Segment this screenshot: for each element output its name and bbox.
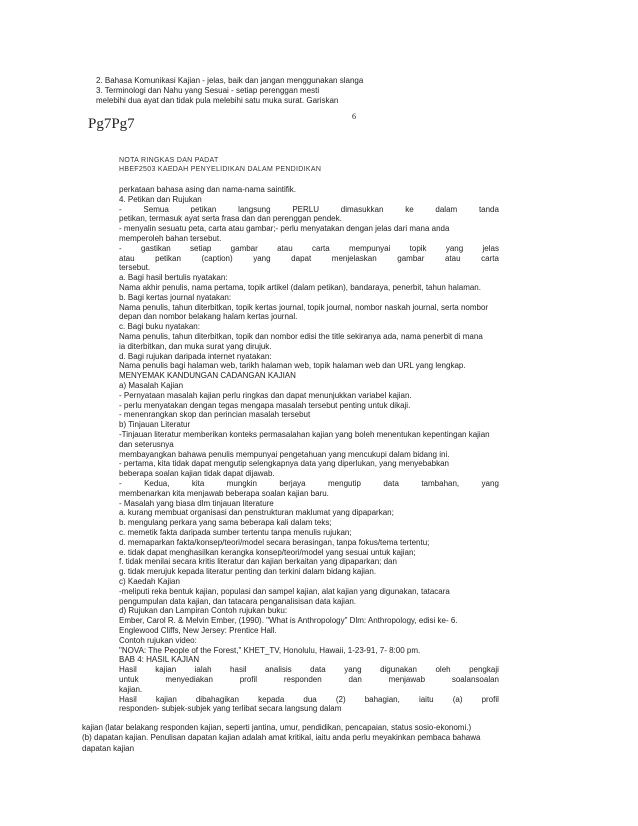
text-line: melebihi dua ayat dan tidak pula melebihi satu muka surat. Gariskan <box>96 96 339 105</box>
word: yang <box>481 479 499 488</box>
word: jelas <box>482 243 499 253</box>
word: bahagian, <box>364 694 400 704</box>
word: PERLU <box>292 204 319 214</box>
word: - <box>119 479 122 488</box>
text-line: c) Kaedah Kajian <box>119 577 180 586</box>
word: atau <box>444 253 461 263</box>
page-label: Pg7Pg7 <box>88 116 135 132</box>
word: (caption) <box>201 253 233 263</box>
text-line <box>119 224 499 233</box>
word: - <box>119 204 122 214</box>
word: iaitu <box>418 694 434 704</box>
text-line: beberapa soalan kajian tidak dapat dijawab. <box>119 469 275 479</box>
word: soalansoalan <box>451 675 499 684</box>
word: tanda <box>478 204 499 214</box>
word: kajian <box>155 665 177 675</box>
word: profil <box>239 675 258 684</box>
word: gambar <box>397 253 425 263</box>
word: (a) <box>452 694 463 704</box>
word: Semua <box>143 204 169 214</box>
text-line: e. tidak dapat menghasilkan kerangka konsep/teori/model yang sesuai untuk kajian; <box>119 547 416 557</box>
text-line: Contoh rujukan video: <box>119 635 197 645</box>
text-line <box>119 205 499 214</box>
word: Hasil <box>119 665 137 675</box>
text-line <box>82 733 552 742</box>
text-line: - menenrangkan skop dan perincian masalah tersebut <box>119 410 311 420</box>
text-line: 3. Terminologi dan Nahu yang Sesuai - setiap perenggan mesti <box>96 86 320 95</box>
text-line: d. memaparkan fakta/konsep/teori/model secara berasingan, tanpa fokus/tema tertentu; <box>119 537 430 547</box>
word: ialah <box>194 665 212 675</box>
text-line: Nama penulis, tahun diterbitkan, topik kertas journal, topik journal, nombor naskah journal, serta nombor <box>119 302 489 312</box>
word: oleh <box>435 665 451 675</box>
word: hasil <box>230 665 247 675</box>
text-line: responden- subjek-subjek yang terlibat secara langsung dalam <box>119 704 342 714</box>
word: gastikan <box>140 243 171 253</box>
text-line: Ember, Carol R. & Melvin Ember, (1990). "What is Anthropology" Dlm: Anthropology, edisi ke- 6. <box>119 616 458 626</box>
word: kepada <box>258 694 285 704</box>
text-line: kajian (latar belakang responden kajian, seperti jantina, umur, pendidikan, pencapaian, status sosio-ekonomi.) <box>82 723 472 732</box>
text-line: c. memetik fakta daripada sumber tertentu tanpa menulis rujukan; <box>119 528 352 537</box>
word: kita <box>191 479 205 488</box>
text-line: petikan, termasuk ayat serta frasa dan dan perenggan pendek. <box>119 214 342 224</box>
word: langsung <box>238 204 271 214</box>
word: mungkin <box>226 479 257 488</box>
text-line: -meliputi reka bentuk kajian, populasi dan sampel kajian, alat kajian yang digunakan, tatacara <box>119 586 450 596</box>
text-line: b. mengulang perkara yang sama beberapa kali dalam teks; <box>119 518 332 528</box>
word: kajian <box>155 694 177 704</box>
word: ke <box>405 204 414 214</box>
text-line: MENYEMAK KANDUNGAN CADANGAN KAJIAN <box>119 371 296 381</box>
text-line: - Masalah yang biasa dlm tinjauan literature <box>119 498 274 508</box>
text-line: BAB 4: HASIL KAJIAN <box>119 655 200 665</box>
word: atau <box>119 253 135 263</box>
text-line <box>119 244 499 253</box>
text-line: b. Bagi kertas journal nyatakan: <box>119 292 232 302</box>
word: Kedua, <box>144 479 170 488</box>
word: (2) <box>335 694 346 704</box>
word: menyediakan <box>165 675 213 684</box>
text-line: Nama penulis bagi halaman web, tarikh halaman web, topik halaman web dan URL yang lengkap. <box>119 361 466 371</box>
word: menjawab <box>388 675 426 684</box>
page-number: 6 <box>352 112 356 121</box>
word: data <box>383 479 399 488</box>
word: dua <box>303 694 317 704</box>
text-line: -Tinjauan literatur memberikan konteks permasalahan kajian yang boleh menentukan kepentingan kajian <box>119 430 490 439</box>
text-line: tersebut. <box>119 263 151 273</box>
text-line: ia diterbitkan, dan muka surat yang dirujuk. <box>119 341 272 351</box>
word: pengkaji <box>469 665 499 675</box>
word: petikan <box>190 204 217 214</box>
text-line: 4. Petikan dan Rujukan <box>119 194 202 204</box>
word: yang <box>253 253 271 263</box>
text-line: memperoleh bahan tersebut. <box>119 234 222 243</box>
word: atau <box>277 243 293 253</box>
text-line: Nama akhir penulis, nama pertama, topik artikel (dalam petikan), bandaraya, penerbit, tahun halaman. <box>119 283 481 292</box>
text-line: d) Rujukan dan Lampiran Contoh rujukan buku: <box>119 606 288 616</box>
text-line <box>119 665 499 674</box>
word: mempunyai <box>349 243 391 253</box>
text-line <box>119 479 499 488</box>
word: analisis <box>264 665 292 675</box>
word: menjelaskan <box>331 253 377 263</box>
word: yang <box>445 243 464 253</box>
word: responden <box>283 675 322 684</box>
text-line: - Pernyataan masalah kajian perlu ringkas dan dapat menunjukkan variabel kajian. <box>119 390 412 400</box>
text-line: c. Bagi buku nyatakan: <box>119 322 200 332</box>
text-line: Nama penulis, tahun diterbitkan, topik dan nombor edisi the title sekiranya ada, nama penerbit di mana <box>119 332 483 341</box>
word: - <box>119 243 122 253</box>
word: petikan <box>155 253 181 263</box>
word: setiap <box>190 243 212 253</box>
word: digunakan <box>380 665 417 675</box>
word: carta <box>311 243 330 253</box>
word: dibahagikan <box>195 694 239 704</box>
word: mengutip <box>328 479 361 488</box>
header-line-1: NOTA RINGKAS DAN PADAT <box>119 157 219 164</box>
text-line <box>119 695 499 704</box>
text-line: a. kurang membuat organisasi dan penstrukturan maklumat yang dipaparkan; <box>119 508 394 518</box>
text-line: b) Tinjauan Literatur <box>119 420 191 430</box>
text-line: a. Bagi hasil bertulis nyatakan: <box>119 273 228 283</box>
word: dimasukkan <box>340 204 384 214</box>
text-line: "NOVA: The People of the Forest," KHET_TV, Honolulu, Hawaii, 1-23-91, 7- 8:00 pm. <box>119 645 421 655</box>
word: yang <box>344 665 362 675</box>
word: carta <box>481 253 499 263</box>
text-line: dan seterusnya <box>119 439 174 449</box>
word: data <box>310 665 326 675</box>
text-line: - pertama, kita tidak dapat mengutip selengkapnya data yang diperlukan, yang menyebabkan <box>119 459 449 469</box>
text-line: a) Masalah Kajian <box>119 381 184 390</box>
text-line-content: (b) dapatan kajian. Penulisan dapatan kajian adalah amat kritikal, iaitu anda perlu meyakinkan pembaca bahawa <box>82 733 481 742</box>
word: tambahan, <box>421 479 460 488</box>
text-line: membayangkan bahawa penulis mempunyai pengetahuan yang mencukupi dalam bidang ini. <box>119 449 450 459</box>
word: dan <box>348 675 362 684</box>
text-line: d. Bagi rujukan daripada internet nyatakan: <box>119 351 272 361</box>
word: topik <box>409 243 427 253</box>
text-line: kajian. <box>119 684 143 694</box>
text-line: - perlu menyatakan dengan tegas mengapa masalah tersebut penting untuk dikaji. <box>119 400 411 410</box>
word: untuk <box>119 675 139 684</box>
header-line-2: HBEF2503 KAEDAH PENYELIDIKAN DALAM PENDIDIKAN <box>119 166 322 173</box>
text-line: 2. Bahasa Komunikasi Kajian - jelas, baik dan jangan menggunakan slanga <box>96 76 364 85</box>
text-line <box>119 675 499 684</box>
text-line: g. tidak merujuk kepada literatur penting dan terkini dalam bidang kajian. <box>119 567 377 577</box>
text-line <box>119 254 499 263</box>
text-line: perkataan bahasa asing dan nama-nama saintifik. <box>119 185 296 194</box>
word: profil <box>481 694 499 704</box>
text-line: membenarkan kita menjawab beberapa soalan kajian baru. <box>119 488 329 498</box>
word: dapat <box>291 253 312 263</box>
word: - menyalin sesuatu peta, carta atau gambar;- perlu menyatakan dengan jelas dari mana anda <box>119 224 450 234</box>
word: gambar <box>230 243 258 253</box>
text-line: f. tidak menilai secara kritis literatur dan kajian berkaitan yang dipaparkan; dan <box>119 557 397 567</box>
text-line: pengumpulan data kajian, dan tatacara penganalisisan data kajian. <box>119 596 357 606</box>
text-line: depan dan nombor belakang halam kertas journal. <box>119 312 298 322</box>
word: berjaya <box>279 479 306 488</box>
word: dalam <box>435 204 458 214</box>
text-line: Englewood Cliffs, New Jersey: Prentice Hall. <box>119 626 277 635</box>
text-line: dapatan kajian <box>82 744 135 753</box>
word: Hasil <box>119 694 137 704</box>
